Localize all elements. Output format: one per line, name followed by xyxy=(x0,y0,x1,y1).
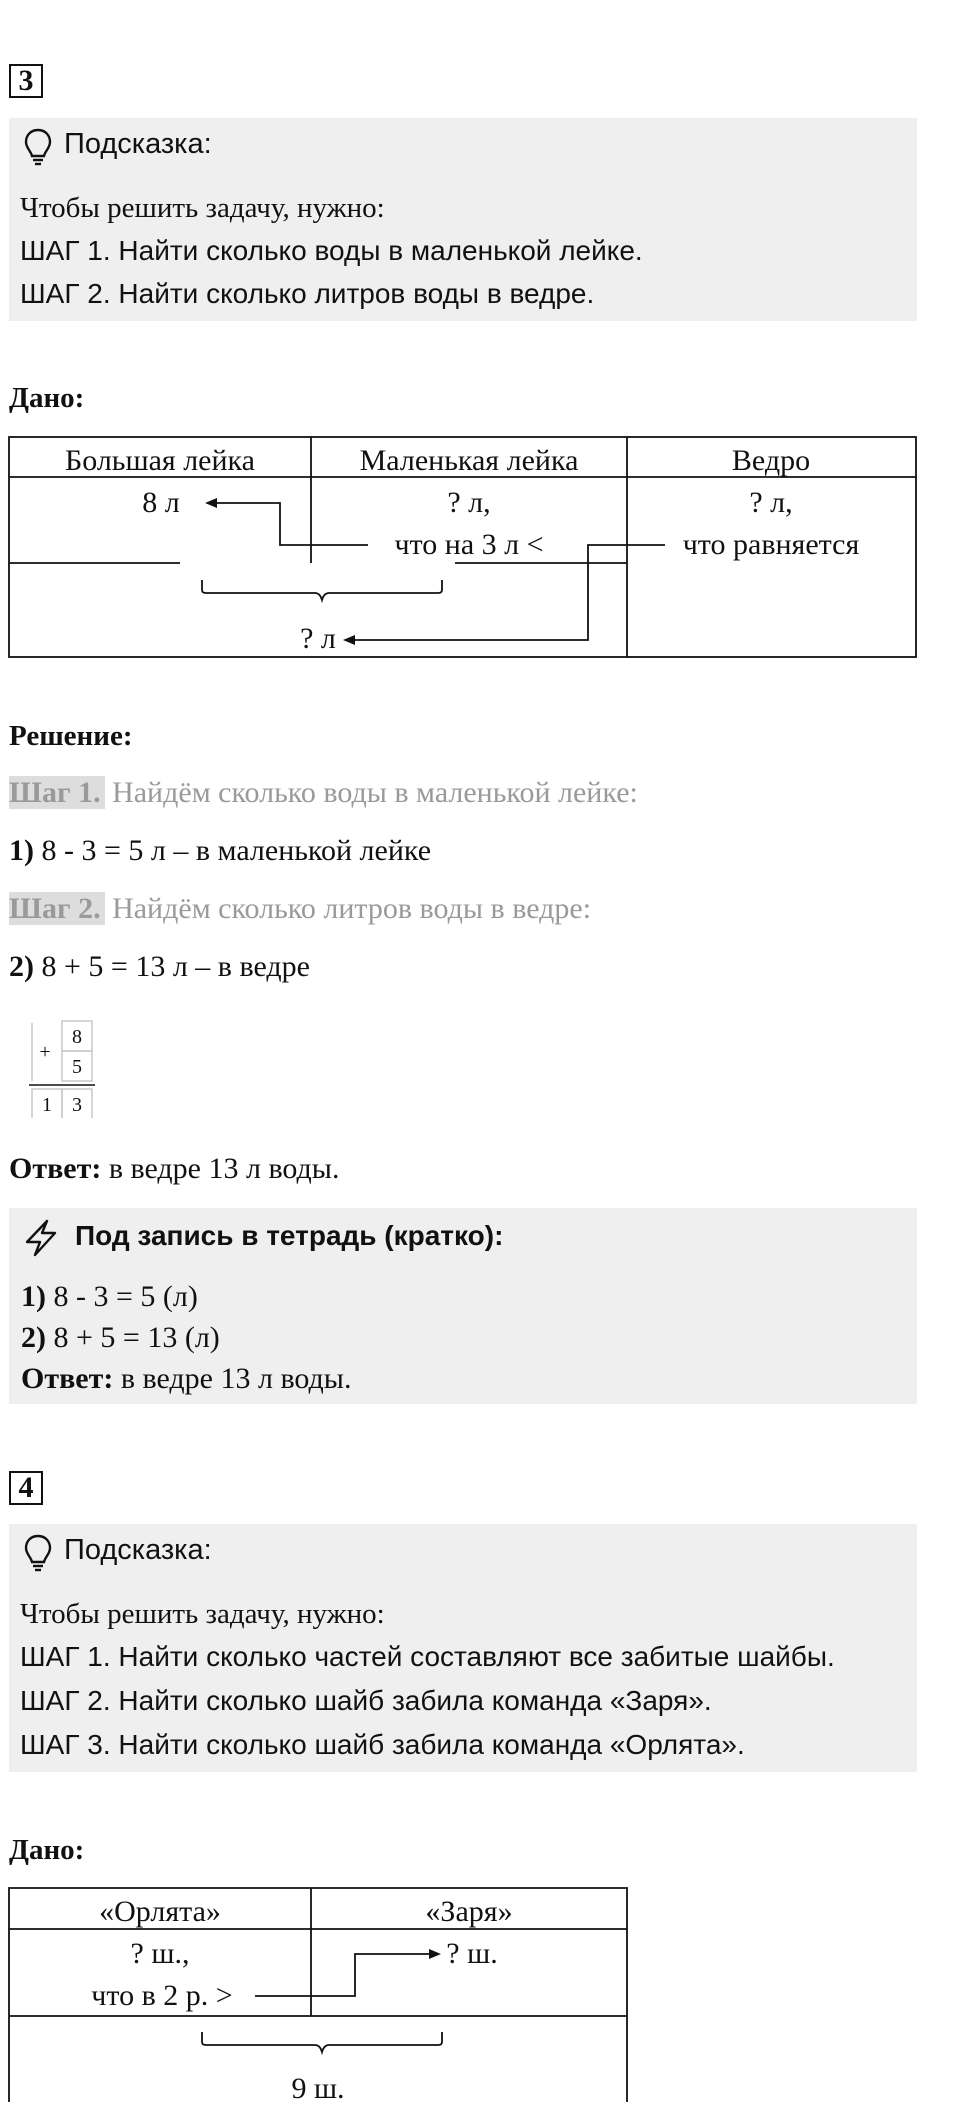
result-digit-2: 3 xyxy=(72,1094,82,1116)
hint-box xyxy=(9,118,917,321)
hint-box xyxy=(9,1524,917,1772)
plus-sign: + xyxy=(39,1041,51,1063)
hint-title: Подсказка: xyxy=(64,128,212,160)
lightbulb-icon xyxy=(23,127,53,167)
big-value: 8 л xyxy=(142,486,180,519)
hint-intro: Чтобы решить задачу, нужно: xyxy=(20,1598,385,1630)
given-heading: Дано: xyxy=(9,382,85,414)
total-value: 9 ш. xyxy=(291,2072,345,2102)
sum-value: ? л xyxy=(300,622,336,655)
orlyata-value: ? ш., xyxy=(130,1937,190,1970)
hint-step-2: ШАГ 2. Найти сколько шайб забила команда «Заря». xyxy=(20,1685,712,1716)
task-number: 4 xyxy=(9,1471,43,1505)
notebook-title: Под запись в тетрадь (кратко): xyxy=(75,1220,504,1251)
hint-intro: Чтобы решить задачу, нужно: xyxy=(20,192,385,224)
header-big-watering-can: Большая лейка xyxy=(65,444,255,477)
lightbulb-icon xyxy=(23,1533,53,1573)
lightning-icon xyxy=(21,1218,61,1258)
result-digit-1: 1 xyxy=(42,1094,52,1116)
task-number: 3 xyxy=(9,64,43,98)
given-table-diagram xyxy=(0,430,960,660)
bucket-relation: что равняется xyxy=(682,528,860,561)
bottom-digit: 5 xyxy=(72,1056,82,1078)
answer: Ответ: в ведре 13 л воды. xyxy=(9,1152,340,1185)
hint-step-1: ШАГ 1. Найти сколько воды в маленькой лейке. xyxy=(20,235,643,266)
given-table-diagram xyxy=(0,1882,960,2102)
orlyata-relation: что в 2 р. > xyxy=(91,1979,233,2012)
header-zarya: «Заря» xyxy=(425,1895,513,1928)
solution-line-2: 2) 8 + 5 = 13 л – в ведре xyxy=(9,950,310,983)
bucket-value: ? л, xyxy=(749,486,793,519)
zarya-value: ? ш. xyxy=(446,1937,498,1970)
small-relation: что на 3 л < xyxy=(394,528,544,561)
solution-step-2: Шаг 2. Найдём сколько литров воды в ведре: xyxy=(9,892,592,925)
given-heading: Дано: xyxy=(9,1834,85,1866)
hint-step-1: ШАГ 1. Найти сколько частей составляют все забитые шайбы. xyxy=(20,1641,835,1672)
notebook-answer: Ответ: в ведре 13 л воды. xyxy=(21,1362,352,1395)
header-small-watering-can: Маленькая лейка xyxy=(359,444,579,477)
solution-line-1: 1) 8 - 3 = 5 л – в маленькой лейке xyxy=(9,834,432,867)
header-bucket: Ведро xyxy=(731,444,811,477)
notebook-line-2: 2) 8 + 5 = 13 (л) xyxy=(21,1321,220,1354)
solution-heading: Решение: xyxy=(9,720,133,752)
notebook-line-1: 1) 8 - 3 = 5 (л) xyxy=(21,1280,198,1313)
top-digit: 8 xyxy=(72,1026,82,1048)
solution-step-1: Шаг 1. Найдём сколько воды в маленькой лейке: xyxy=(9,776,638,809)
column-addition xyxy=(25,1018,105,1118)
hint-step-3: ШАГ 3. Найти сколько шайб забила команда «Орлята». xyxy=(20,1729,745,1760)
notebook-box xyxy=(9,1208,917,1404)
hint-title: Подсказка: xyxy=(64,1534,212,1566)
hint-step-2: ШАГ 2. Найти сколько литров воды в ведре. xyxy=(20,278,595,309)
header-orlyata: «Орлята» xyxy=(99,1895,221,1928)
small-value: ? л, xyxy=(447,486,491,519)
